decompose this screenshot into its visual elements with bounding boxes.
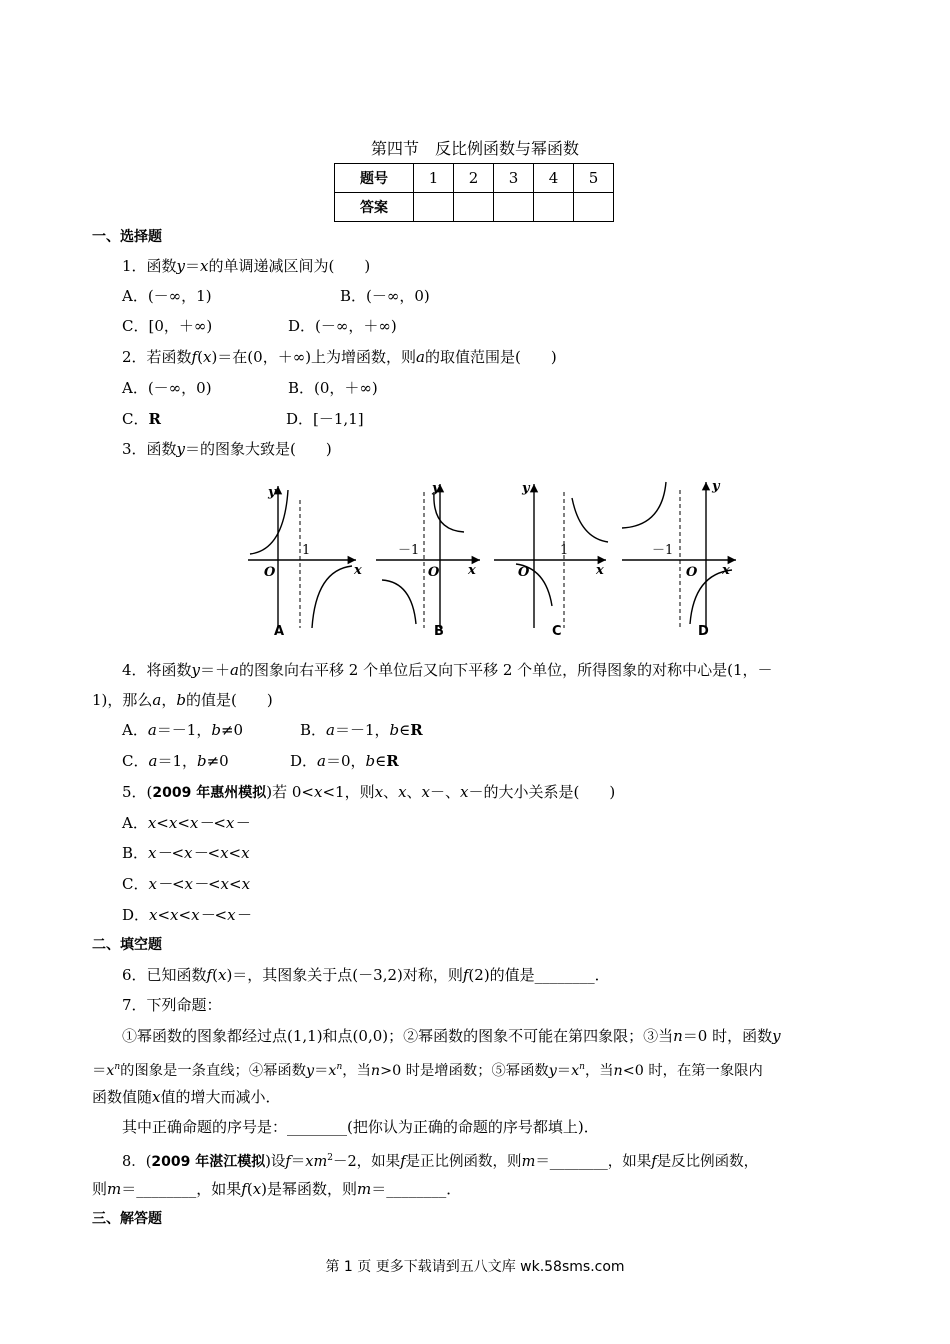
q5-option-a: A．x<x<x－<x－ (122, 814, 250, 832)
svg-text:x: x (354, 563, 362, 578)
svg-text:B: B (434, 624, 444, 639)
q4-option-d: D．a＝0，b∈R (290, 752, 399, 770)
section-heading-choice: 一、选择题 (92, 229, 162, 245)
answer-table (334, 163, 614, 222)
table-row (335, 193, 614, 222)
question-8-line-2: 则m＝________，如果f(x)是幂函数，则m＝________． (92, 1180, 462, 1198)
question-2: 2．若函数f(x)＝在(0，＋∞)上为增函数，则a的取值范围是( ) (122, 348, 557, 366)
table-header-number: 题号 (335, 164, 414, 193)
svg-text:x: x (596, 563, 604, 578)
svg-text:－1: －1 (652, 543, 674, 558)
svg-text:x: x (722, 563, 730, 578)
question-3: 3．函数y＝的图象大致是( ) (122, 440, 332, 458)
graph-d (622, 479, 736, 639)
question-8-line-1: 8．(2009 年湛江模拟)设$f=xm^2-2$，如果f是正比例函数，则m＝________，如果f是反比例函数， (122, 1153, 759, 1170)
q5-option-d: D．x<x<x－<x－ (122, 906, 251, 924)
svg-text:1: 1 (560, 543, 569, 558)
q1-option-d: D．(－∞，＋∞) (288, 317, 397, 335)
answer-cell (494, 193, 534, 222)
svg-text:O: O (518, 565, 530, 580)
question-6: 6．已知函数f(x)＝，其图象关于点(－3,2)对称，则f(2)的值是________． (122, 966, 610, 984)
q7-line-2: $=x^n$的图象是一条直线；④幂函数$y=x^n$，当n>0 时是增函数；⑤幂函数$y=x^n$，当n<0 时，在第一象限内 (92, 1062, 763, 1079)
svg-text:C: C (552, 624, 562, 639)
table-cell: 5 (574, 164, 614, 193)
svg-text:O: O (264, 565, 276, 580)
q2-option-c: C．R (122, 410, 161, 428)
question-5: 5．(2009 年惠州模拟)若 0<x<1，则x、x、x－、x－的大小关系是( ) (122, 783, 616, 801)
q3-graph-options (236, 476, 746, 646)
table-header-answer: 答案 (335, 193, 414, 222)
graph-a (248, 485, 362, 639)
page-title: 第四节 反比例函数与幂函数 (370, 139, 579, 158)
question-7: 7．下列命题： (122, 996, 222, 1014)
table-row (335, 164, 614, 193)
question-4-line-2: 1)，那么a，b的值是( ) (92, 691, 273, 709)
q4-option-b: B．a＝－1，b∈R (300, 721, 423, 739)
page-footer: 第 1 页 更多下载请到五八文库 wk.58sms.com (325, 1259, 625, 1275)
q5-option-c: C．x－<x－<x<x (122, 875, 251, 893)
svg-text:D: D (698, 624, 709, 639)
q5-option-b: B．x－<x－<x<x (122, 844, 250, 862)
q7-line-1: ①幂函数的图象都经过点(1,1)和点(0,0)；②幂函数的图象不可能在第四象限；③当n＝0 时，函数y (122, 1027, 781, 1045)
svg-text:－1: －1 (398, 543, 420, 558)
graph-c (494, 481, 608, 639)
q2-option-a: A．(－∞，0) (122, 379, 212, 397)
q1-option-b: B．(－∞，0) (340, 287, 430, 305)
answer-cell (454, 193, 494, 222)
q7-line-3: 函数值随x值的增大而减小． (92, 1088, 281, 1106)
section-heading-solve: 三、解答题 (92, 1211, 162, 1227)
answer-cell (574, 193, 614, 222)
svg-text:y: y (432, 481, 440, 496)
q2-option-d: D．[－1,1] (286, 410, 364, 428)
table-cell: 3 (494, 164, 534, 193)
section-heading-fill: 二、填空题 (92, 937, 162, 953)
svg-text:x: x (468, 563, 476, 578)
graph-b (376, 481, 480, 639)
answer-cell (414, 193, 454, 222)
q4-option-c: C．a＝1，b≠0 (122, 752, 229, 770)
table-cell: 2 (454, 164, 494, 193)
svg-text:1: 1 (302, 543, 311, 558)
table-cell: 1 (414, 164, 454, 193)
question-4-line-1: 4．将函数y＝＋a的图象向右平移 2 个单位后又向下平移 2 个单位，所得图象的对称中心是(1，－ (122, 661, 773, 679)
q1-option-a: A．(－∞，1) (122, 287, 212, 305)
question-1: 1．函数y＝x的单调递减区间为( ) (122, 257, 371, 275)
svg-text:A: A (274, 624, 285, 639)
q4-option-a: A．a＝－1，b≠0 (122, 721, 244, 739)
table-cell: 4 (534, 164, 574, 193)
q1-option-c: C．[0，＋∞) (122, 317, 213, 335)
svg-text:O: O (428, 565, 440, 580)
q7-line-4: 其中正确命题的序号是：________(把你认为正确的命题的序号都填上)． (122, 1118, 599, 1136)
svg-text:O: O (686, 565, 698, 580)
q2-option-b: B．(0，＋∞) (288, 379, 378, 397)
svg-text:y: y (522, 481, 530, 496)
answer-cell (534, 193, 574, 222)
svg-text:y: y (712, 479, 720, 494)
svg-text:y: y (268, 485, 276, 500)
